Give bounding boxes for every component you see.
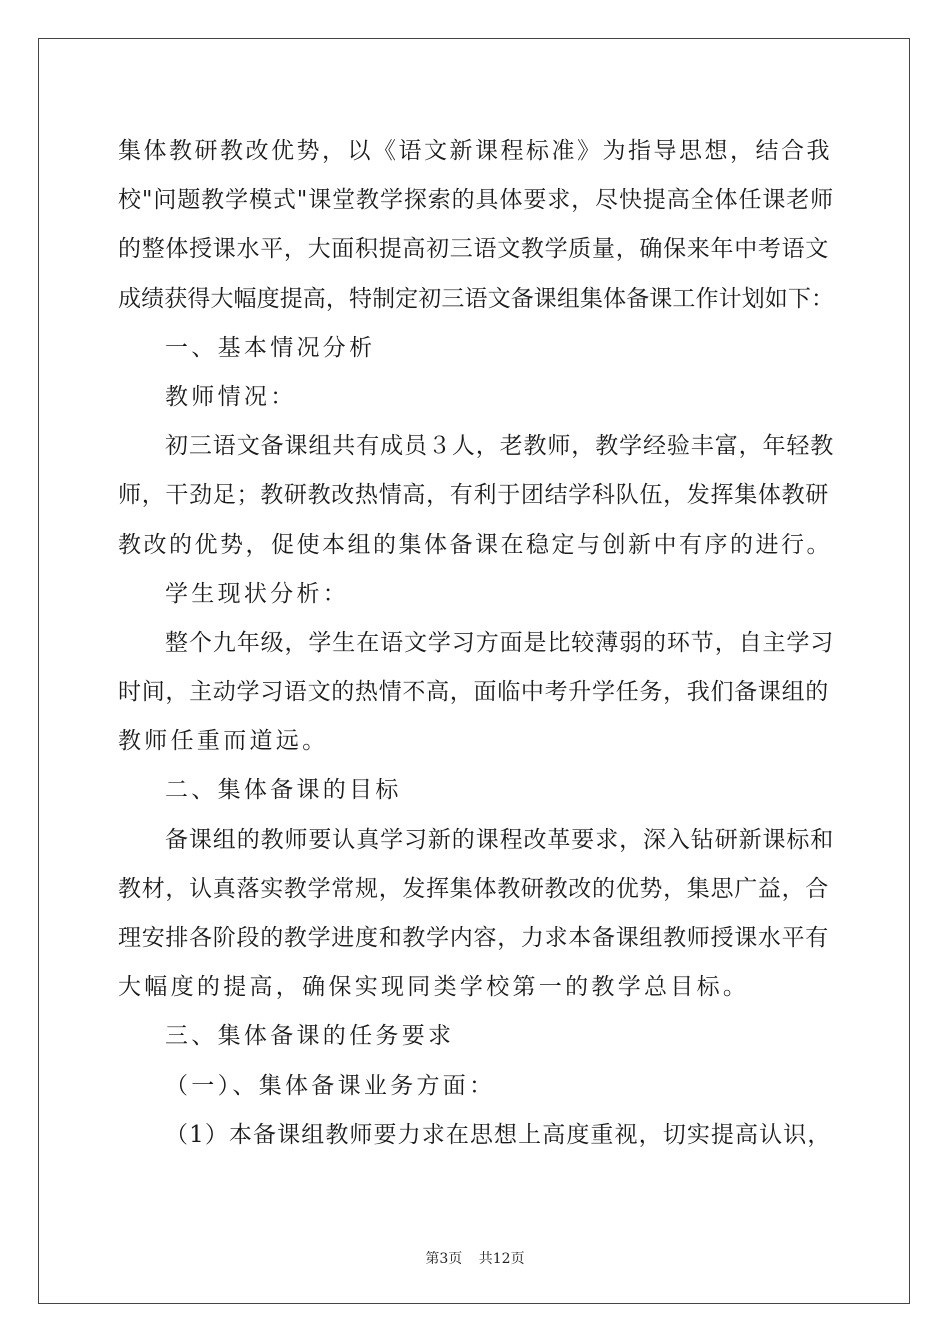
text-line: 学生现状分析：	[165, 580, 350, 607]
text-line: 三、集体备课的任务要求	[165, 1023, 455, 1050]
text-line: 校"问题教学模式"课堂教学探索的具体要求，尽快提高全体任课老师	[118, 187, 835, 214]
text-line: 教材，认真落实教学常规，发挥集体教研教改的优势，集思广益，合	[118, 875, 829, 902]
text-line: 集体教研教改优势，以《语文新课程标准》为指导思想，结合我	[118, 138, 832, 164]
text-line: 整个九年级，学生在语文学习方面是比较薄弱的环节，自主学习	[165, 629, 835, 656]
text-line: 教师任重而道远。	[118, 728, 329, 755]
text-line: 理安排各阶段的教学进度和教学内容，力求本备课组教师授课水平有	[118, 925, 829, 951]
text-line: 的整体授课水平，大面积提高初三语文教学质量，确保来年中考语文	[118, 236, 829, 263]
text-line: 初三语文备课组共有成员３人，老教师，教学经验丰富，年轻教	[165, 433, 835, 460]
text-line: 大幅度的提高，确保实现同类学校第一的教学总目标。	[118, 974, 750, 1001]
text-line: 教师情况：	[165, 383, 297, 410]
text-line: 教改的优势，促使本组的集体备课在稳定与创新中有序的进行。	[118, 531, 832, 558]
text-line: 师，干劲足；教研教改热情高，有利于团结学科队伍，发挥集体教研	[118, 482, 829, 509]
text-line: （一）、集体备课业务方面：	[165, 1072, 496, 1099]
page-footer	[0, 1248, 950, 1268]
text-line: 时间，主动学习语文的热情不高，面临中考升学任务，我们备课组的	[118, 679, 829, 706]
current-page-label: 第3页	[425, 1251, 463, 1267]
text-line: 二、集体备课的目标	[165, 777, 402, 804]
text-line: 成绩获得大幅度提高，特制定初三语文备课组集体备课工作计划如下：	[118, 285, 835, 312]
text-line: （1）本备课组教师要力求在思想上高度重视，切实提高认识，	[165, 1121, 832, 1148]
document-body	[118, 127, 834, 1160]
text-line: 备课组的教师要认真学习新的课程改革要求，深入钻研新课标和	[165, 826, 835, 853]
text-line: 一、基本情况分析	[165, 334, 376, 361]
total-pages-label: 共12页	[478, 1251, 525, 1267]
